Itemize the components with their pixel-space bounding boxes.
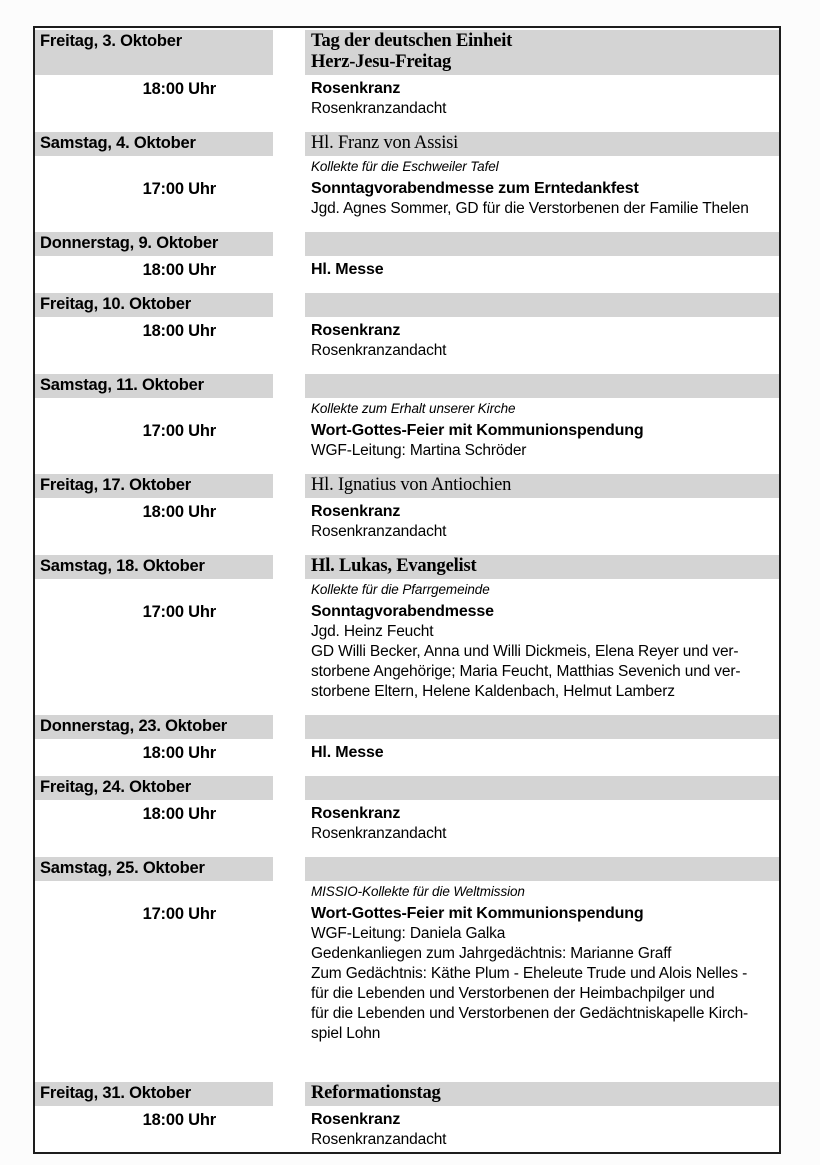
date-header-row <box>35 1082 779 1106</box>
time-label: 18:00 Uhr <box>142 805 216 823</box>
event-detail-line: GD Willi Becker, Anna und Willi Dickmeis, Elena Reyer und ver- <box>311 643 739 660</box>
time-label: 18:00 Uhr <box>142 1111 216 1129</box>
date-header-row <box>35 776 779 800</box>
kollekte-note: Kollekte zum Erhalt unserer Kirche <box>311 401 516 416</box>
service-entry <box>35 743 779 763</box>
feast-title <box>305 374 779 398</box>
feast-title <box>305 1082 779 1106</box>
event-details <box>305 179 779 219</box>
feast-title-line: Hl. Lukas, Evangelist <box>311 556 477 576</box>
spacer-cell <box>35 884 273 900</box>
date-label: Donnerstag, 23. Oktober <box>35 715 273 739</box>
time-label: 18:00 Uhr <box>142 80 216 98</box>
day-section <box>35 474 779 542</box>
event-title-line: Wort-Gottes-Feier mit Kommunionspendung <box>311 422 644 439</box>
time-label: 18:00 Uhr <box>142 503 216 521</box>
feast-title <box>305 776 779 800</box>
event-detail-line: für die Lebenden und Verstorbenen der Gedächtniskapelle Kirch- <box>311 1005 749 1022</box>
event-details <box>305 743 779 763</box>
feast-title-line: Herz-Jesu-Freitag <box>311 52 452 72</box>
time-label: 18:00 Uhr <box>142 744 216 762</box>
event-detail-line: Gedenkanliegen zum Jahrgedächtnis: Marianne Graff <box>311 945 672 962</box>
feast-title-line: Hl. Ignatius von Antiochien <box>311 475 512 495</box>
date-header-row <box>35 715 779 739</box>
event-detail-line: Jgd. Agnes Sommer, GD für die Verstorbenen der Familie Thelen <box>311 200 749 217</box>
feast-title <box>305 715 779 739</box>
feast-title <box>305 232 779 256</box>
service-entry <box>35 502 779 542</box>
date-header-row <box>35 857 779 881</box>
event-details <box>305 602 779 702</box>
kollekte-note: MISSIO-Kollekte für die Weltmission <box>311 884 525 899</box>
event-details <box>305 260 779 280</box>
service-entry <box>35 1110 779 1150</box>
service-entry <box>35 904 779 1044</box>
event-detail-line: spiel Lohn <box>311 1025 381 1042</box>
event-detail-line: Rosenkranzandacht <box>311 825 447 842</box>
event-detail-line: Rosenkranzandacht <box>311 100 447 117</box>
schedule-table <box>33 26 781 1154</box>
time-label: 17:00 Uhr <box>142 603 216 621</box>
date-label: Freitag, 24. Oktober <box>35 776 273 800</box>
event-title-line: Rosenkranz <box>311 1111 401 1128</box>
feast-title <box>305 555 779 579</box>
day-section <box>35 30 779 119</box>
event-title-line: Rosenkranz <box>311 322 401 339</box>
date-header-row <box>35 555 779 579</box>
feast-title-line: Hl. Franz von Assisi <box>311 133 459 153</box>
date-label: Samstag, 18. Oktober <box>35 555 273 579</box>
service-entry <box>35 79 779 119</box>
event-details <box>305 321 779 361</box>
event-title-line: Rosenkranz <box>311 503 401 520</box>
event-detail-line: storbene Eltern, Helene Kaldenbach, Helmut Lamberz <box>311 683 675 700</box>
event-detail-line: WGF-Leitung: Daniela Galka <box>311 925 506 942</box>
time-label: 18:00 Uhr <box>142 322 216 340</box>
time-label: 17:00 Uhr <box>142 180 216 198</box>
day-section <box>35 857 779 1044</box>
day-section <box>35 132 779 219</box>
event-title-line: Rosenkranz <box>311 80 401 97</box>
event-details <box>305 1110 779 1150</box>
date-label: Freitag, 10. Oktober <box>35 293 273 317</box>
event-details <box>305 421 779 461</box>
event-title-line: Wort-Gottes-Feier mit Kommunionspendung <box>311 905 644 922</box>
service-entry <box>35 260 779 280</box>
kollekte-row <box>35 159 779 175</box>
event-detail-line: Rosenkranzandacht <box>311 523 447 540</box>
service-entry <box>35 321 779 361</box>
kollekte-row <box>35 582 779 598</box>
date-header-row <box>35 474 779 498</box>
day-section <box>35 776 779 844</box>
event-title-line: Sonntagvorabendmesse <box>311 603 494 620</box>
service-entry <box>35 804 779 844</box>
service-entry <box>35 179 779 219</box>
event-detail-line: WGF-Leitung: Martina Schröder <box>311 442 527 459</box>
date-header-row <box>35 132 779 156</box>
feast-title-line: Tag der deutschen Einheit <box>311 31 513 51</box>
event-detail-line: storbene Angehörige; Maria Feucht, Matthias Sevenich und ver- <box>311 663 741 680</box>
day-section <box>35 555 779 702</box>
event-details <box>305 502 779 542</box>
event-detail-line: Jgd. Heinz Feucht <box>311 623 434 640</box>
time-label: 18:00 Uhr <box>142 261 216 279</box>
event-title-line: Sonntagvorabendmesse zum Erntedankfest <box>311 180 639 197</box>
date-label: Freitag, 3. Oktober <box>35 30 273 75</box>
feast-title <box>305 132 779 156</box>
time-label: 17:00 Uhr <box>142 905 216 923</box>
event-detail-line: für die Lebenden und Verstorbenen der Heimbachpilger und <box>311 985 715 1002</box>
kollekte-row <box>35 401 779 417</box>
event-title-line: Hl. Messe <box>311 261 384 278</box>
time-label: 17:00 Uhr <box>142 422 216 440</box>
event-details <box>305 79 779 119</box>
spacer-cell <box>35 401 273 417</box>
service-entry <box>35 602 779 702</box>
day-section <box>35 232 779 280</box>
feast-title <box>305 857 779 881</box>
day-section <box>35 715 779 763</box>
feast-title-line: Reformationstag <box>311 1083 441 1103</box>
date-label: Donnerstag, 9. Oktober <box>35 232 273 256</box>
date-label: Samstag, 11. Oktober <box>35 374 273 398</box>
date-header-row <box>35 374 779 398</box>
event-title-line: Hl. Messe <box>311 744 384 761</box>
date-label: Samstag, 4. Oktober <box>35 132 273 156</box>
event-detail-line: Rosenkranzandacht <box>311 1131 447 1148</box>
event-details <box>305 904 779 1044</box>
kollekte-note: Kollekte für die Pfarrgemeinde <box>311 582 490 597</box>
service-entry <box>35 421 779 461</box>
day-section <box>35 374 779 461</box>
feast-title <box>305 474 779 498</box>
event-detail-line: Rosenkranzandacht <box>311 342 447 359</box>
kollekte-row <box>35 884 779 900</box>
date-header-row <box>35 232 779 256</box>
date-label: Freitag, 31. Oktober <box>35 1082 273 1106</box>
date-header-row <box>35 293 779 317</box>
spacer-cell <box>35 582 273 598</box>
date-header-row <box>35 30 779 75</box>
event-details <box>305 804 779 844</box>
day-section <box>35 293 779 361</box>
feast-title <box>305 30 779 75</box>
day-section <box>35 1082 779 1150</box>
spacer-cell <box>35 159 273 175</box>
feast-title <box>305 293 779 317</box>
date-label: Freitag, 17. Oktober <box>35 474 273 498</box>
kollekte-note: Kollekte für die Eschweiler Tafel <box>311 159 499 174</box>
event-detail-line: Zum Gedächtnis: Käthe Plum - Eheleute Trude und Alois Nelles - <box>311 965 748 982</box>
event-title-line: Rosenkranz <box>311 805 401 822</box>
date-label: Samstag, 25. Oktober <box>35 857 273 881</box>
